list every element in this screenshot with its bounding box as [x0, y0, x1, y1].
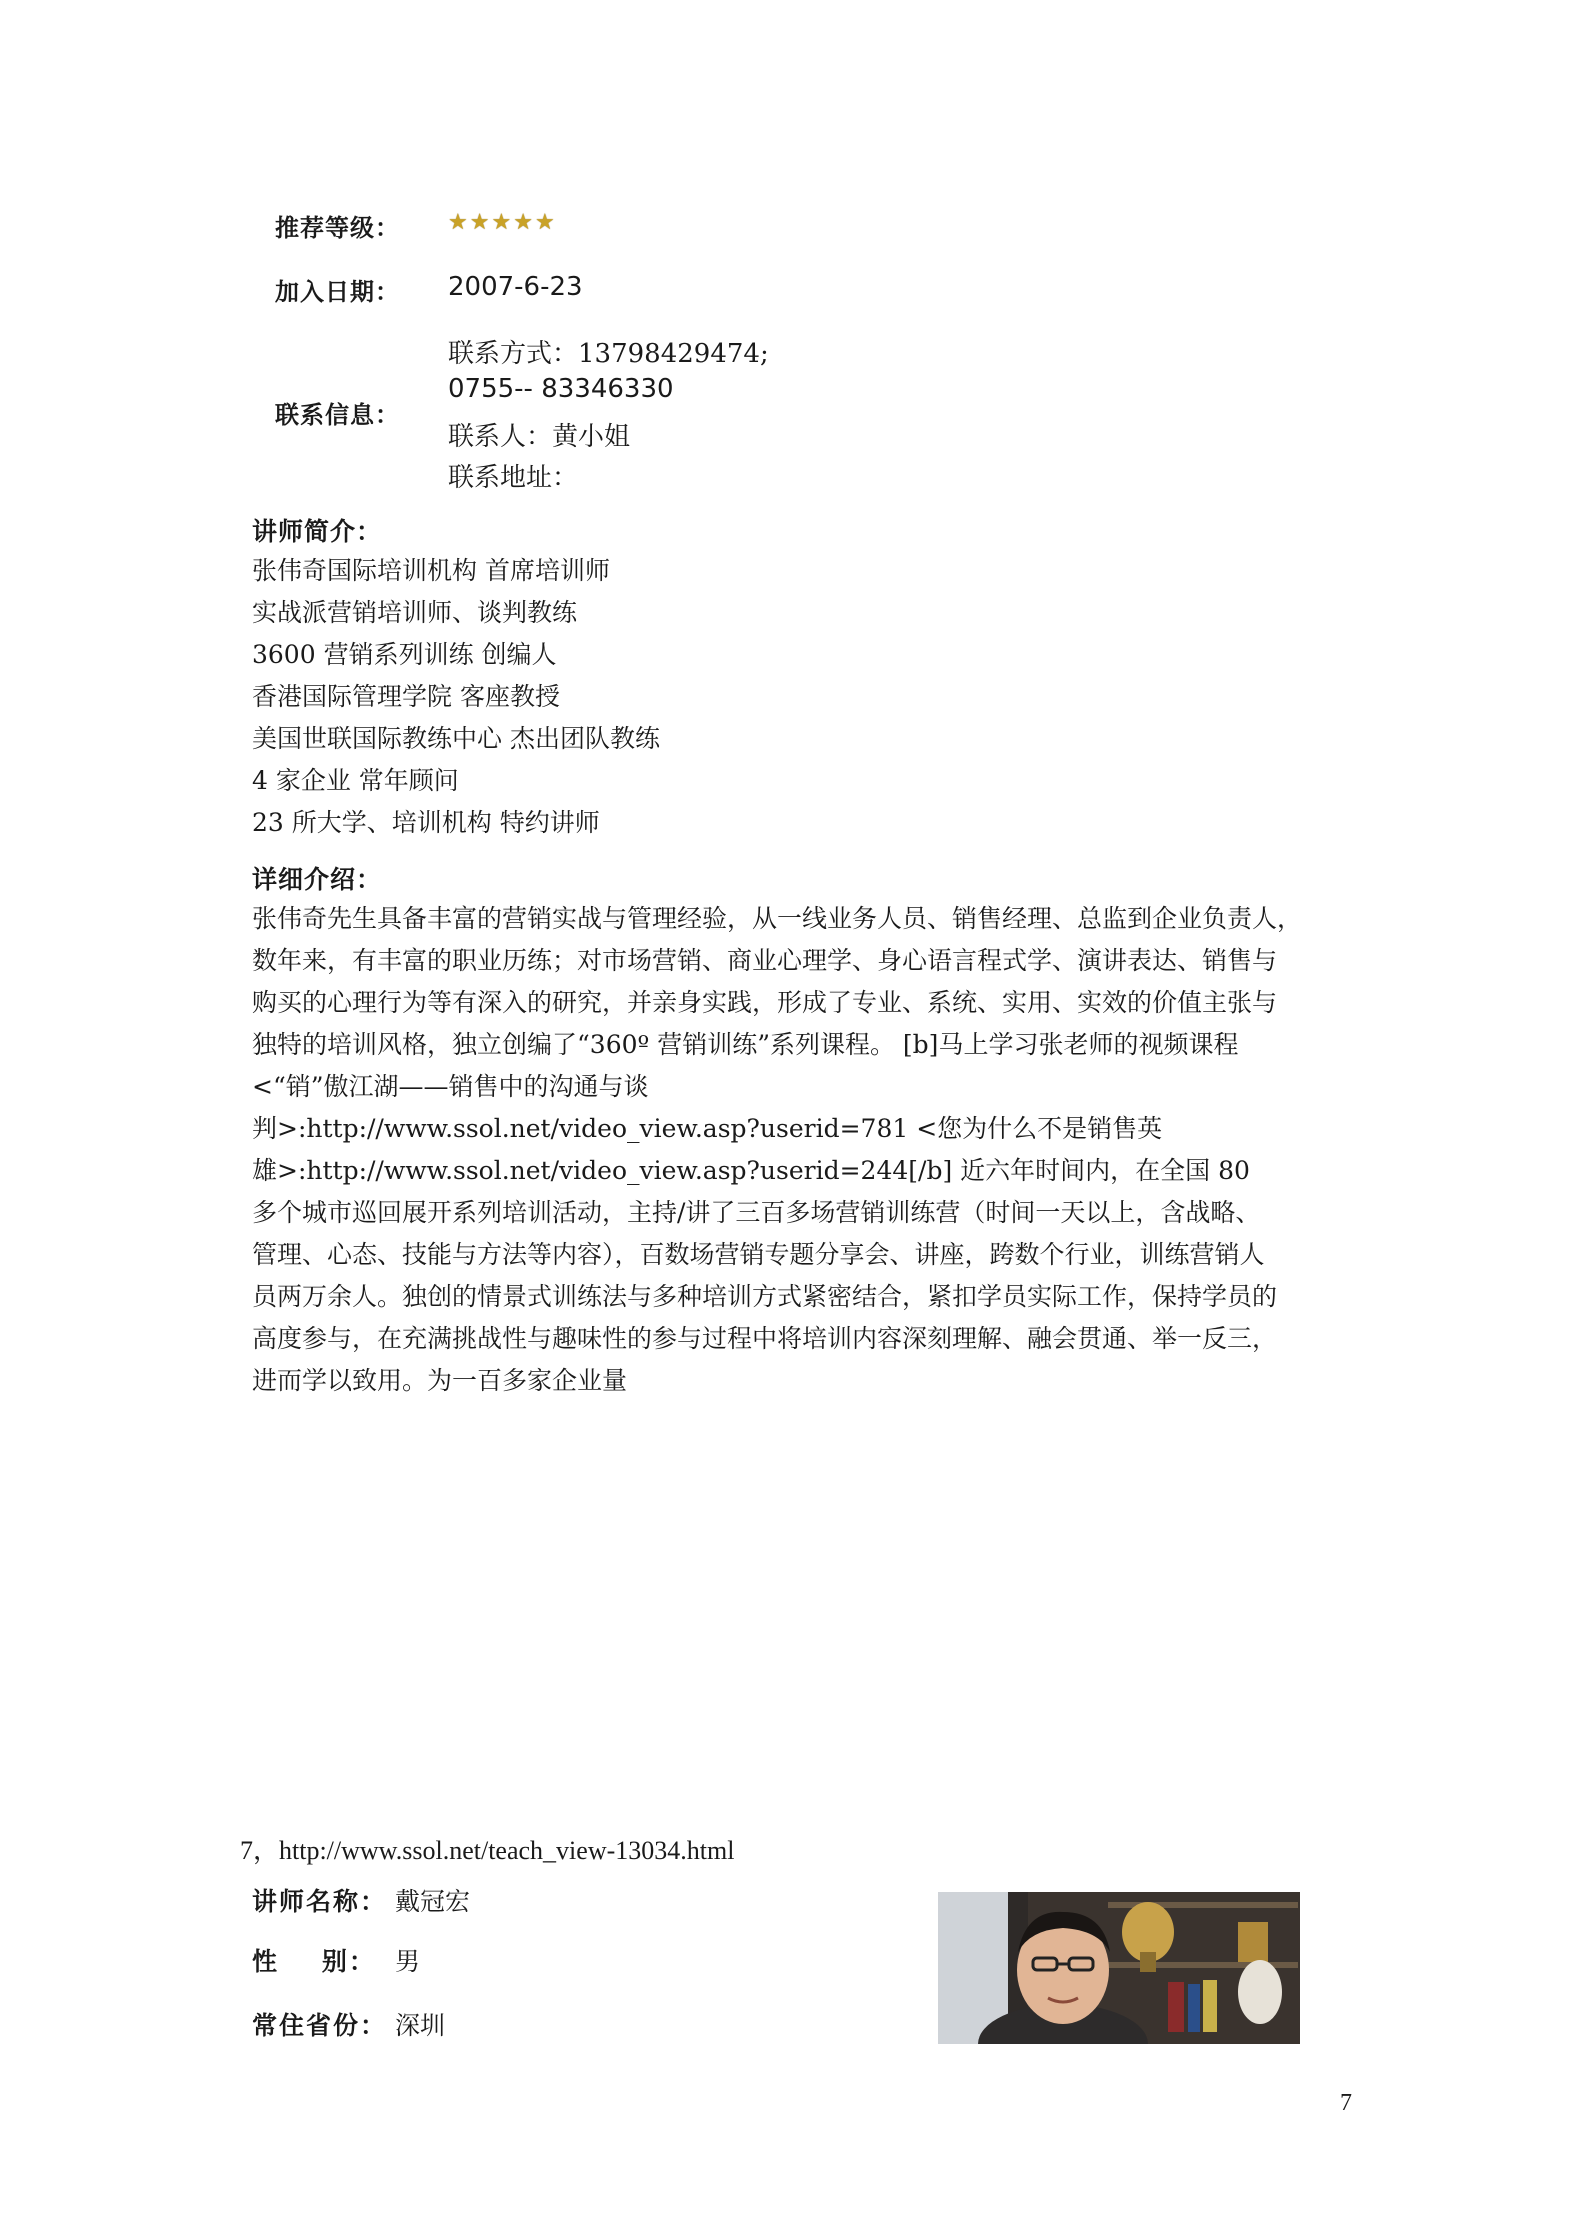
join-date-value: 2007-6-23: [448, 272, 583, 302]
teacher-province-value: 深圳: [395, 2011, 446, 2040]
detail-line: 数年来，有丰富的职业历练；对市场营销、商业心理学、身心语言程式学、演讲表达、销售与: [252, 946, 1278, 975]
teacher-name-label: 讲师名称：: [252, 1887, 388, 1916]
intro-list: [252, 550, 660, 844]
star-icon: ★: [448, 210, 468, 235]
contact-phone: 联系方式：13798429474;: [448, 339, 769, 369]
rating-label: 推荐等级：: [275, 213, 400, 242]
teacher-province-label: 常住省份：: [252, 2011, 388, 2040]
detail-line: 进而学以致用。为一百多家企业量: [252, 1366, 628, 1395]
star-icon: ★: [491, 210, 512, 235]
contact-label: 联系信息：: [275, 400, 400, 429]
rating-stars: [448, 210, 555, 236]
join-date-label: 加入日期：: [275, 277, 400, 306]
intro-line: 实战派营销培训师、谈判教练: [252, 598, 578, 627]
teacher-gender-value: 男: [395, 1947, 421, 1976]
detail-line: <“销”傲江湖——销售中的沟通与谈: [252, 1072, 649, 1101]
teacher-photo-illustration: [938, 1892, 1300, 2044]
page-number: 7: [1340, 2090, 1352, 2116]
detail-line: 判>:http://www.ssol.net/video_view.asp?userid=781 <您为什么不是销售英: [252, 1114, 1163, 1143]
contact-person: 联系人：黄小姐: [448, 422, 631, 452]
detail-line: 管理、心态、技能与方法等内容），百数场营销专题分享会、讲座，跨数个行业，训练营销人: [252, 1240, 1265, 1269]
detail-line: 高度参与，在充满挑战性与趣味性的参与过程中将培训内容深刻理解、融会贯通、举一反三，: [252, 1324, 1278, 1353]
intro-line: 4 家企业 常年顾问: [252, 766, 459, 795]
detail-line: 雄>:http://www.ssol.net/video_view.asp?userid=244[/b] 近六年时间内，在全国 80: [252, 1156, 1250, 1185]
teacher-link[interactable]: 7，http://www.ssol.net/teach_view-13034.html: [240, 1836, 735, 1865]
star-icon: ★: [469, 210, 490, 235]
intro-line: 张伟奇国际培训机构 首席培训师: [252, 556, 610, 585]
teacher-photo: [938, 1892, 1300, 2044]
contact-landline: 0755-- 83346330: [448, 374, 674, 404]
star-icon: ★: [534, 210, 555, 235]
detail-line: 员两万余人。独创的情景式训练法与多种培训方式紧密结合，紧扣学员实际工作，保持学员的: [252, 1282, 1278, 1311]
intro-line: 23 所大学、培训机构 特约讲师: [252, 808, 600, 837]
contact-address: 联系地址：: [448, 463, 579, 493]
detail-paragraph: [252, 898, 1342, 1402]
detail-line: 多个城市巡回展开系列培训活动，主持/讲了三百多场营销训练营（时间一天以上，含战略、: [252, 1198, 1261, 1227]
star-icon: ★: [513, 210, 533, 235]
detail-title: 详细介绍：: [252, 865, 383, 894]
detail-line: 张伟奇先生具备丰富的营销实战与管理经验，从一线业务人员、销售经理、总监到企业负责人，: [252, 904, 1303, 933]
intro-line: 香港国际管理学院 客座教授: [252, 682, 560, 711]
intro-line: 3600 营销系列训练 创编人: [252, 640, 557, 669]
intro-title: 讲师简介：: [252, 517, 383, 546]
teacher-name-value: 戴冠宏: [395, 1887, 471, 1916]
intro-line: 美国世联国际教练中心 杰出团队教练: [252, 724, 660, 753]
detail-line: 独特的培训风格，独立创编了“360º 营销训练”系列课程。 [b]马上学习张老师的视频课程: [252, 1030, 1239, 1059]
teacher-gender-label: 性 别：: [252, 1947, 376, 1976]
detail-line: 购买的心理行为等有深入的研究，并亲身实践，形成了专业、系统、实用、实效的价值主张与: [252, 988, 1278, 1017]
